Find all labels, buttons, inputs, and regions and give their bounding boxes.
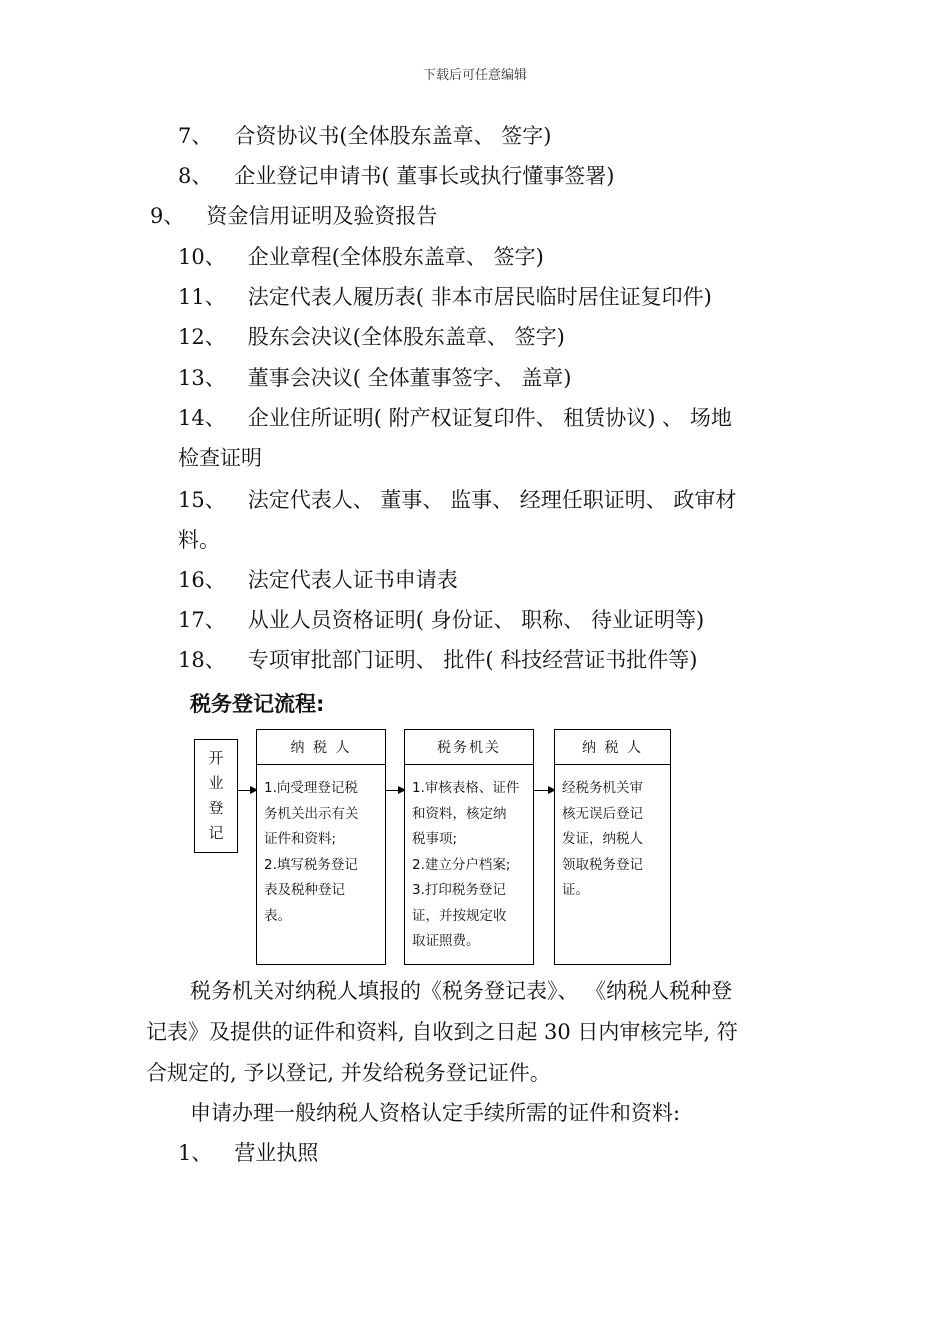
item-number: 14、 [178, 406, 226, 430]
item-number: 7、 [178, 124, 213, 148]
item-number: 13、 [178, 366, 226, 390]
item-text: 企业登记申请书( 董事长或执行懂事签署) [234, 164, 615, 188]
item-text: 企业章程(全体股东盖章、 签字) [247, 245, 544, 269]
list-item [178, 323, 565, 351]
item-number: 8、 [178, 164, 213, 188]
flow-box-heading: 纳 税 人 [257, 730, 385, 765]
item-text: 股东会决议(全体股东盖章、 签字) [247, 325, 565, 349]
item-text: 董事会决议( 全体董事签字、 盖章) [247, 366, 572, 390]
flow-start-char: 登 [208, 799, 224, 817]
item-text: 资金信用证明及验资报告 [206, 204, 438, 228]
paragraph: 申请办理一般纳税人资格认定手续所需的证件和资料: [190, 1101, 681, 1125]
item-text: 合资协议书(全体股东盖章、 签字) [234, 124, 552, 148]
item-text: 法定代表人证书申请表 [247, 568, 458, 592]
paragraph-line: 记表》及提供的证件和资料, 自收到之日起 30 日内审核完毕, 符 [146, 1020, 738, 1044]
item-number: 16、 [178, 568, 226, 592]
flow-box-heading: 税务机关 [405, 730, 533, 765]
flow-box-body: 经税务机关审 核无误后登记 发证，纳税人 领取税务登记 证。 [562, 780, 643, 898]
list-item [178, 122, 551, 150]
item-number: 10、 [178, 245, 226, 269]
item-text: 营业执照 [234, 1141, 319, 1165]
list-item-continuation: 检查证明 [178, 446, 262, 470]
item-number: 1、 [178, 1141, 213, 1165]
paragraph-line: 税务机关对纳税人填报的《税务登记表》、 《纳税人税种登 [190, 979, 733, 1003]
item-number: 18、 [178, 648, 226, 672]
item-text: 法定代表人、 董事、 监事、 经理任职证明、 政审材 [247, 488, 737, 512]
item-number: 17、 [178, 608, 226, 632]
list-item [178, 1139, 318, 1167]
list-item [178, 606, 704, 634]
flow-arrow [534, 790, 554, 791]
item-text: 企业住所证明( 附产权证复印件、 租赁协议) 、 场地 [247, 406, 732, 430]
flow-box-heading: 纳 税 人 [555, 730, 670, 765]
paragraph-line: 合规定的, 予以登记, 并发给税务登记证件。 [146, 1061, 551, 1085]
list-item [178, 243, 544, 271]
list-item [178, 364, 571, 392]
list-item [178, 566, 458, 594]
list-item [150, 202, 437, 230]
item-text: 从业人员资格证明( 身份证、 职称、 待业证明等) [247, 608, 705, 632]
list-item-continuation: 料。 [178, 528, 220, 552]
flow-start-char: 开 [208, 749, 224, 767]
flow-arrow [238, 790, 256, 791]
item-text: 专项审批部门证明、 批件( 科技经营证书批件等) [247, 648, 698, 672]
list-item [178, 162, 614, 190]
flow-arrow [386, 790, 404, 791]
item-number: 11、 [178, 285, 226, 309]
section-title: 税务登记流程: [190, 692, 325, 716]
flow-start-box [194, 739, 238, 853]
item-number: 12、 [178, 325, 226, 349]
list-item [178, 404, 732, 432]
flow-start-char: 业 [208, 774, 224, 792]
flow-box-body: 1.向受理登记税 务机关出示有关 证件和资料; 2.填写税务登记 表及税种登记 表。 [264, 780, 359, 924]
item-number: 15、 [178, 488, 226, 512]
page-header: 下载后可任意编辑 [422, 68, 527, 83]
flow-start-char: 记 [208, 824, 224, 842]
list-item [178, 486, 736, 514]
item-text: 法定代表人履历表( 非本市居民临时居住证复印件) [247, 285, 712, 309]
list-item [178, 646, 697, 674]
list-item [178, 283, 712, 311]
item-number: 9、 [150, 204, 185, 228]
flow-box-body: 1.审核表格、证件 和资料，核定纳 税事项; 2.建立分户档案; 3.打印税务登记 证，并按规定收 取证照费。 [412, 780, 520, 949]
